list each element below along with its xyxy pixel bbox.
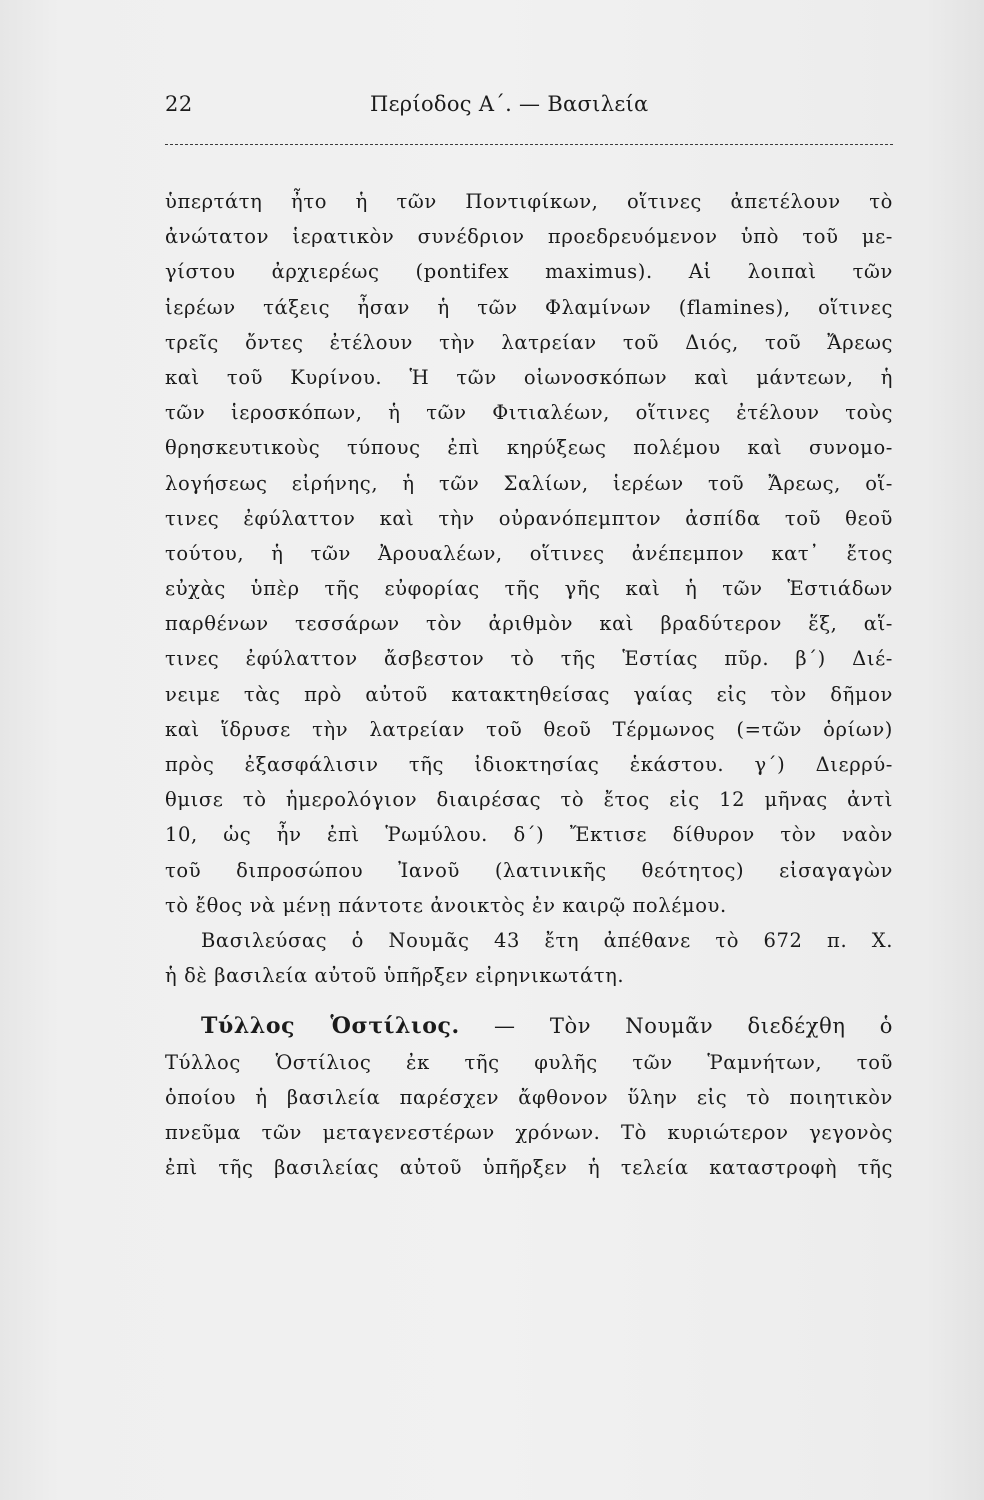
text-line: 10, ὡς ἦν ἐπὶ Ῥωμύλου. δ΄) Ἔκτισε δίθυρον τὸν ναὸν (165, 823, 893, 847)
section-heading: Τύλλος Ὁστίλιος. (201, 1013, 460, 1040)
text-line: παρθένων τεσσάρων τὸν ἀριθμὸν καὶ βραδύτερον ἕξ, αἵ- (165, 612, 893, 636)
text-line: τρεῖς ὄντες ἐτέλουν τὴν λατρείαν τοῦ Διός, τοῦ Ἄρεως (165, 330, 893, 354)
text-line: γίστου ἀρχιερέως (pontifex maximus). Αἱ λοιπαὶ τῶν (165, 260, 893, 284)
text-line: τῶν ἱεροσκόπων, ἡ τῶν Φιτιαλέων, οἵτινες ἐτέλουν τοὺς (165, 401, 893, 425)
header-rule (165, 144, 893, 145)
page-body (165, 184, 893, 1185)
text-line: ὁποίου ἡ βασιλεία παρέσχεν ἄφθονον ὕλην εἰς τὸ ποιητικὸν (165, 1085, 893, 1109)
page-number: 22 (165, 92, 193, 116)
text-line: θμισε τὸ ἡμερολόγιον διαιρέσας τὸ ἔτος εἰς 12 μῆνας ἀντὶ (165, 788, 893, 812)
section-tullus-hostilius (165, 1009, 893, 1185)
text-line: λογήσεως εἰρήνης, ἡ τῶν Σαλίων, ἱερέων τοῦ Ἄρεως, οἵ- (165, 471, 893, 495)
text-line: τινες ἐφύλαττον ἄσβεστον τὸ τῆς Ἑστίας πῦρ. β΄) Διέ- (165, 647, 893, 671)
text-line: καὶ τοῦ Κυρίνου. Ἡ τῶν οἰωνοσκόπων καὶ μάντεων, ἡ (165, 365, 893, 389)
page-header (165, 92, 893, 132)
text-line: ἀνώτατον ἱερατικὸν συνέδριον προεδρευόμενον ὑπὸ τοῦ με- (165, 225, 893, 249)
section-first-line-text: — Τὸν Νουμᾶν διεδέχθη ὁ (494, 1014, 893, 1039)
text-line: εὐχὰς ὑπὲρ τῆς εὐφορίας τῆς γῆς καὶ ἡ τῶν Ἑστιάδων (165, 577, 893, 601)
text-line: Τύλλος Ὁστίλιος ἐκ τῆς φυλῆς τῶν Ῥαμνήτων, τοῦ (165, 1050, 893, 1074)
section-first-line (165, 1009, 893, 1044)
running-head: Περίοδος Α΄. — Βασιλεία (370, 92, 649, 116)
text-line: ἡ δὲ βασιλεία αὐτοῦ ὑπῆρξεν εἰρηνικωτάτη. (165, 964, 625, 988)
text-line: τοῦ διπροσώπου Ἰανοῦ (λατινικῆς θεότητος) εἰσαγαγὼν (165, 858, 893, 882)
text-line: ἐπὶ τῆς βασιλείας αὐτοῦ ὑπῆρξεν ἡ τελεία καταστροφὴ τῆς (165, 1156, 893, 1180)
text-line: πρὸς ἐξασφάλισιν τῆς ἰδιοκτησίας ἑκάστου. γ΄) Διερρύ- (165, 753, 893, 776)
text-line: θρησκευτικοὺς τύπους ἐπὶ κηρύξεως πολέμου καὶ συνομο- (165, 436, 893, 460)
paragraph-2 (165, 923, 893, 993)
text-line: τινες ἐφύλαττον καὶ τὴν οὐρανόπεμπτον ἀσπίδα τοῦ θεοῦ (165, 506, 893, 530)
paragraph-1 (165, 184, 893, 923)
text-line: τούτου, ἡ τῶν Ἀρουαλέων, οἵτινες ἀνέπεμπον κατ᾽ ἔτος (165, 541, 893, 565)
text-line: καὶ ἵδρυσε τὴν λατρείαν τοῦ θεοῦ Τέρμωνος (=τῶν ὁρίων) (165, 717, 893, 741)
text-line: νειμε τὰς πρὸ αὐτοῦ κατακτηθείσας γαίας εἰς τὸν δῆμον (165, 682, 893, 706)
text-line: ὑπερτάτη ἦτο ἡ τῶν Ποντιφίκων, οἵτινες ἀπετέλουν τὸ (165, 190, 893, 213)
text-line: Βασιλεύσας ὁ Νουμᾶς 43 ἔτη ἀπέθανε τὸ 672 π. Χ. (201, 928, 893, 952)
text-line: τὸ ἔθος νὰ μένῃ πάντοτε ἀνοικτὸς ἐν καιρῷ πολέμου. (165, 893, 727, 917)
text-line: ἱερέων τάξεις ἦσαν ἡ τῶν Φλαμίνων (flamines), οἵτινες (165, 295, 893, 319)
text-line: πνεῦμα τῶν μεταγενεστέρων χρόνων. Τὸ κυριώτερον γεγονὸς (165, 1120, 893, 1144)
